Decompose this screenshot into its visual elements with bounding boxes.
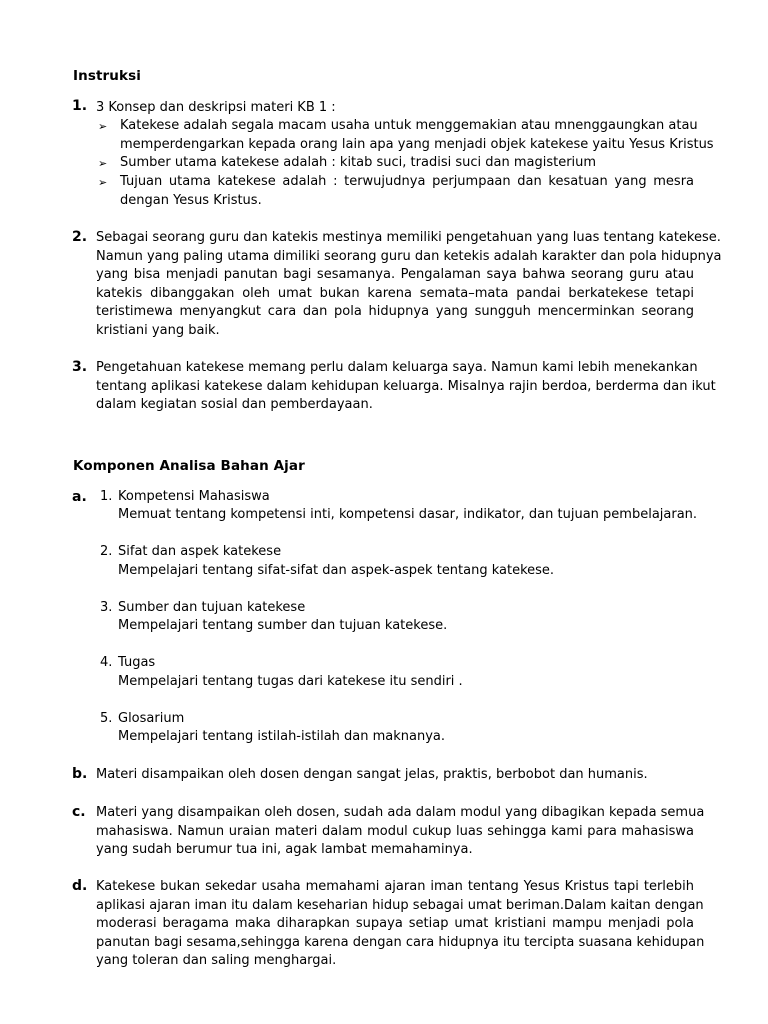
paragraph-line: mahasiswa. Namun uraian materi dalam modul cukup luas sehingga kami para mahasiswa <box>96 823 694 839</box>
sub-item-description: Mempelajari tentang sifat-sifat dan aspek-aspek tentang katekese. <box>118 563 555 578</box>
sub-item-title: Kompetensi Mahasiswa <box>118 489 270 504</box>
paragraph-line: Materi yang disampaikan oleh dosen, sudah ada dalam modul yang dibagikan kepada semua <box>96 805 705 820</box>
bullet-1 <box>120 117 714 154</box>
bullet-line: Sumber utama katekese adalah : kitab suci, tradisi suci dan magisterium <box>120 155 597 170</box>
sub-item-description: Mempelajari tentang tugas dari katekese itu sendiri . <box>118 674 463 689</box>
bullet-2 <box>120 154 694 173</box>
paragraph-line: dalam kegiatan sosial dan pemberdayaan. <box>96 397 373 412</box>
paragraph-line: yang toleran dan saling menghargai. <box>96 953 337 968</box>
item-b-paragraph <box>96 766 694 785</box>
paragraph-line: teristimewa menyangkut cara dan pola hidupnya yang sungguh mencerminkan seorang <box>96 304 694 319</box>
item-3-paragraph <box>96 359 716 415</box>
sub-item-description: Memuat tentang kompetensi inti, kompetensi dasar, indikator, dan tujuan pembelajaran. <box>118 507 698 522</box>
sub-item-description: Mempelajari tentang istilah-istilah dan maknanya. <box>118 729 446 744</box>
paragraph-line: aplikasi ajaran iman itu dalam keseharian hidup sebagai umat beriman.Dalam kaitan dengan <box>96 897 704 913</box>
item-letter-a: a. <box>72 489 87 505</box>
item-1-intro <box>96 99 694 118</box>
arrow-bullet-icon: ➢ <box>98 176 108 189</box>
sub-item-number: 1. <box>100 489 113 504</box>
sub-item-number: 3. <box>100 600 113 615</box>
paragraph-line: tentang aplikasi katekese dalam kehidupan keluarga. Misalnya rajin berdoa, berderma dan ikut <box>96 378 716 394</box>
section-heading-instruksi: Instruksi <box>73 68 141 84</box>
item-letter-c: c. <box>72 804 86 820</box>
item-letter-b: b. <box>72 766 88 782</box>
bullet-line: Katekese adalah segala macam usaha untuk menggemakian atau mnenggaungkan atau <box>120 118 698 133</box>
paragraph-line: yang bisa menjadi panutan bagi sesamanya. Pengalaman saya bahwa seorang guru atau <box>96 267 694 282</box>
sub-item-title: Glosarium <box>118 711 185 726</box>
sub-item-description: Mempelajari tentang sumber dan tujuan katekese. <box>118 618 448 633</box>
sub-item-number: 5. <box>100 711 113 726</box>
item-letter-d: d. <box>72 878 88 894</box>
item-c-paragraph <box>96 804 705 860</box>
item-number-3: 3. <box>72 359 88 375</box>
paragraph-line: Katekese bukan sekedar usaha memahami ajaran iman tentang Yesus Kristus tapi terlebih <box>96 879 694 894</box>
paragraph-line: katekis dibanggakan oleh umat bukan karena semata–mata pandai berkatekese tetapi <box>96 285 694 301</box>
bullet-line: Tujuan utama katekese adalah : terwujudnya perjumpaan dan kesatuan yang mesra <box>120 174 694 189</box>
paragraph-line: Namun yang paling utama dimiliki seorang guru dan ketekis adalah karakter dan pola hidupnya <box>96 248 722 264</box>
item-d-paragraph <box>96 878 705 971</box>
item-number-2: 2. <box>72 229 88 245</box>
paragraph-line: moderasi beragama maka diharapkan supaya setiap umat kristiani mampu menjadi pola <box>96 916 694 931</box>
sub-item-title: Tugas <box>118 655 156 670</box>
bullet-line: memperdengarkan kepada orang lain apa yang menjadi objek katekese yaitu Yesus Kristus <box>120 136 714 152</box>
item-1-intro-line: 3 Konsep dan deskripsi materi KB 1 : <box>96 100 336 115</box>
paragraph-line: panutan bagi sesama,sehingga karena dengan cara hidupnya itu tercipta suasana kehidupan <box>96 934 705 950</box>
sub-item-title: Sumber dan tujuan katekese <box>118 600 306 615</box>
paragraph-line: Pengetahuan katekese memang perlu dalam keluarga saya. Namun kami lebih menekankan <box>96 360 698 375</box>
bullet-3 <box>120 173 694 210</box>
bullet-line: dengan Yesus Kristus. <box>120 192 262 208</box>
arrow-bullet-icon: ➢ <box>98 120 108 133</box>
sub-item-number: 4. <box>100 655 113 670</box>
paragraph-line: kristiani yang baik. <box>96 322 220 338</box>
section-heading-komponen: Komponen Analisa Bahan Ajar <box>73 458 305 474</box>
paragraph-line: Sebagai seorang guru dan katekis mestinya memiliki pengetahuan yang luas tentang katekese. <box>96 230 721 245</box>
paragraph-line: yang sudah berumur tua ini, agak lambat memahaminya. <box>96 842 473 857</box>
item-2-paragraph <box>96 229 722 340</box>
paragraph-line: Materi disampaikan oleh dosen dengan sangat jelas, praktis, berbobot dan humanis. <box>96 767 648 782</box>
item-number-1: 1. <box>72 98 88 114</box>
sub-item-title: Sifat dan aspek katekese <box>118 544 282 559</box>
arrow-bullet-icon: ➢ <box>98 157 108 170</box>
sub-item-number: 2. <box>100 544 113 559</box>
